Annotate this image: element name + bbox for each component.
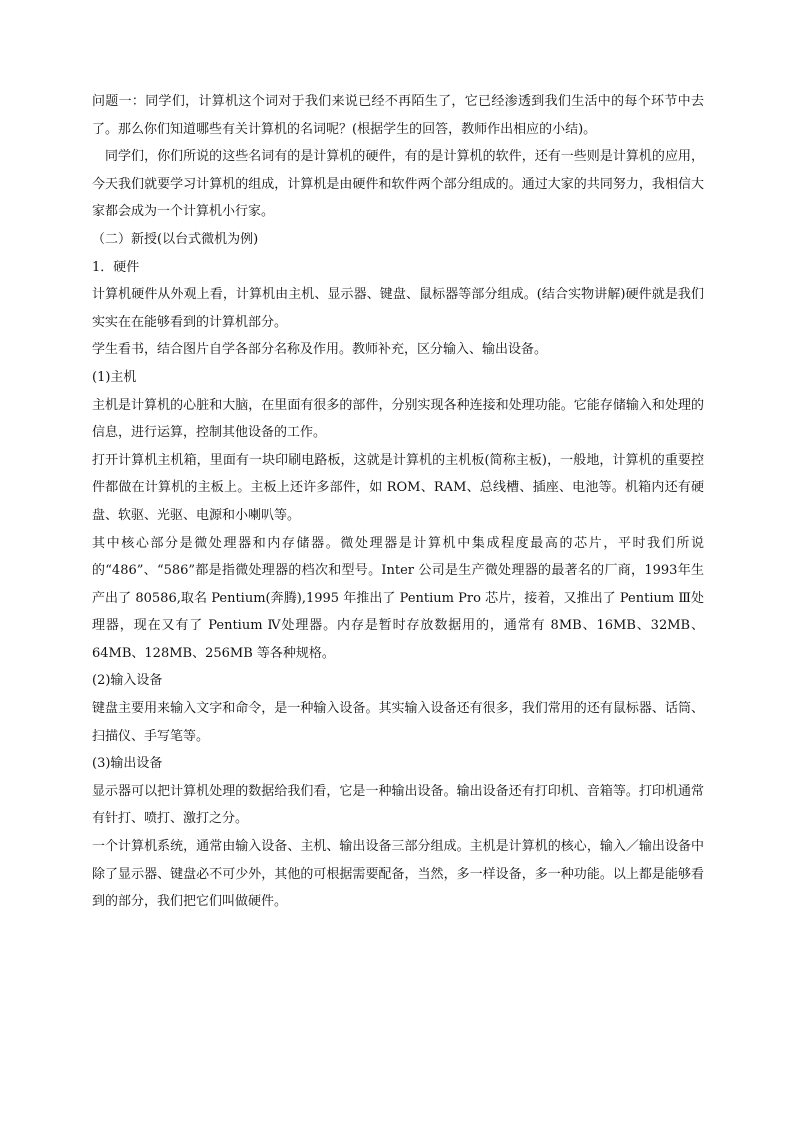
paragraph-student-activity: 学生看书，结合图片自学各部分名称及作用。教师补充，区分输入、输出设备。 [92,342,548,358]
paragraph-system-summary: 一个计算机系统，通常由输入设备、主机、输出设备三部分组成。主机是计算机的核心，输入／输出设备中除了显示器、键盘必不可少外，其他的可根据需要配备，当然，多一样设备，多一种功能。以上都是能够看到的部分，我们把它们叫做硬件。 [92,839,704,910]
paragraph-cpu-memory-desc: 其中核心部分是微处理器和内存储器。微处理器是计算机中集成程度最高的芯片，平时我们所说的“486”、“586”都是指微处理器的档次和型号。Inter 公司是生产微处理器的最著名的厂商，1993年生产出了 80586,取名 Pentium(奔腾),1995 年推出了 Pentium Pro 芯片，接着，又推出了 Pentium Ⅲ处理器，现在又有了 Pentium Ⅳ处理器。内存是暂时存放数据用的，通常有 8MB、16MB、32MB、64MB、128MB、256MB 等各种规格。 [92,535,704,661]
heading-hardware: 1．硬件 [92,259,140,275]
paragraph-output-desc: 显示器可以把计算机处理的数据给我们看，它是一种输出设备。输出设备还有打印机、音箱等。打印机通常有针打、喷打、激打之分。 [92,783,704,827]
paragraph-input-desc: 键盘主要用来输入文字和命令，是一种输入设备。其实输入设备还有很多，我们常用的还有鼠标器、话筒、扫描仪、手写笔等。 [92,701,704,744]
paragraph-host-desc: 主机是计算机的心脏和大脑，在里面有很多的部件，分别实现各种连接和处理功能。它能存储输入和处理的信息，进行运算，控制其他设备的工作。 [92,397,704,441]
paragraph-question-1: 问题一：同学们，计算机这个词对于我们来说已经不再陌生了，它已经渗透到我们生活中的每个环节中去了。那么你们知道哪些有关计算机的名词呢？(根据学生的回答，教师作出相应的小结)。 [92,94,704,137]
paragraph-hardware-intro: 计算机硬件从外观上看，计算机由主机、显示器、键盘、鼠标器等部分组成。(结合实物讲解)硬件就是我们实实在在能够看到的计算机部分。 [92,287,704,330]
section-heading-new-lesson: （二）新授(以台式微机为例) [92,231,259,247]
document-page [92,88,704,916]
paragraph-motherboard-desc: 打开计算机主机箱，里面有一块印刷电路板，这就是计算机的主机板(简称主板)，一般地，计算机的重要控件都做在计算机的主板上。主板上还许多部件，如 ROM、RAM、总线槽、插座、电池等。机箱内还有硬盘、软驱、光驱、电源和小喇叭等。 [92,452,704,523]
heading-input-devices: (2)输入设备 [92,673,163,689]
heading-host: (1)主机 [92,369,137,385]
paragraph-teacher-summary: 同学们，你们所说的这些名词有的是计算机的硬件，有的是计算机的软件，还有一些则是计算机的应用，今天我们就要学习计算机的组成，计算机是由硬件和软件两个部分组成的。通过大家的共同努力，我相信大家都会成为一个计算机小行家。 [92,149,704,220]
heading-output-devices: (3)输出设备 [92,756,163,772]
